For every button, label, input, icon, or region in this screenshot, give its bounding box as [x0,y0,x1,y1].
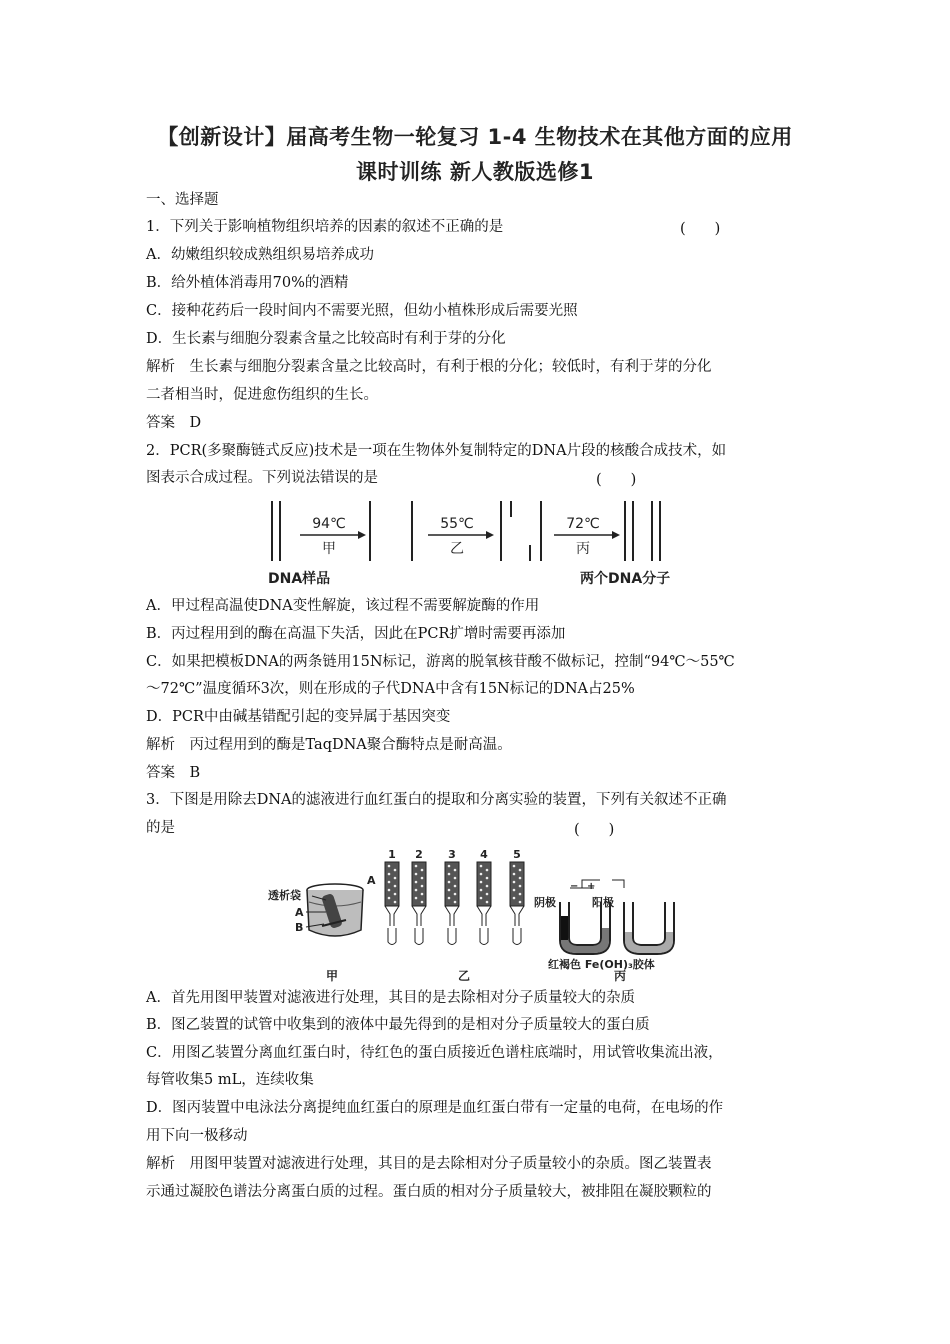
cathode-label: 阴极 [534,896,556,909]
caption-bing: 丙 [613,969,627,983]
dialysis-bag-label: 透析袋 [268,889,301,902]
column-number: 1 [388,848,396,861]
q3-answer-paren: ( ) [574,822,615,838]
q2-answer-paren: ( ) [596,472,637,488]
q3-analysis-line2: 示通过凝胶色谱法分离蛋白质的过程。蛋白质的相对分子质量较大，被排阻在凝胶颗粒的 [146,1184,712,1200]
anode-label: 阳极 [592,896,614,909]
chromatography-column [510,848,524,945]
pcr-temp-1: 94℃ [312,516,346,532]
plus-sign: + [587,881,596,892]
caption-jia: 甲 [325,969,339,983]
pcr-temp-2: 55℃ [440,516,474,532]
q1-option-a: A．幼嫩组织较成熟组织易培养成功 [146,247,374,263]
q2-stem-line2: 图表示合成过程。下列说法错误的是 [146,470,378,486]
colloid-label: 红褐色 Fe(OH)₃胶体 [548,958,655,971]
pcr-step-3: 丙 [576,541,590,557]
column-label-a: A [367,874,376,887]
q2-option-c-line2: ～72℃”温度循环3次，则在形成的子代DNA中含有15N标记的DNA占25% [146,681,635,697]
q3-stem-line1: 3．下图是用除去DNA的滤液进行血红蛋白的提取和分离实验的装置，下列有关叙述不正确 [146,792,727,808]
label-a: A [295,906,304,919]
q1-option-b: B．给外植体消毒用70%的酒精 [146,275,349,291]
q3-analysis-line1: 解析 用图甲装置对滤液进行处理，其目的是去除相对分子质量较小的杂质。图乙装置表 [146,1156,712,1172]
q1-answer-paren: ( ) [680,221,721,237]
q1-analysis-line2: 二者相当时，促进愈伤组织的生长。 [146,387,378,403]
column-number: 4 [480,848,488,861]
q3-option-c-line1: C．用图乙装置分离血红蛋白时，待红色的蛋白质接近色谱柱底端时，用试管收集流出液， [146,1045,723,1061]
doc-title-line1: 【创新设计】届高考生物一轮复习 1-4 生物技术在其他方面的应用 [157,125,793,149]
q3-option-b: B．图乙装置的试管中收集到的液体中最先得到的是相对分子质量较大的蛋白质 [146,1017,650,1033]
chromatography-column [412,848,426,945]
q1-stem: 1．下列关于影响植物组织培养的因素的叙述不正确的是 [146,219,504,235]
chromatography-column [445,848,459,945]
arrow-icon [612,531,620,539]
q3-option-a: A．首先用图甲装置对滤液进行处理，其目的是去除相对分子质量较大的杂质 [146,990,635,1006]
pcr-step-2: 乙 [450,541,464,557]
q2-option-a: A．甲过程高温使DNA变性解旋，该过程不需要解旋酶的作用 [146,598,540,614]
q2-stem-line1: 2．PCR(多聚酶链式反应)技术是一项在生物体外复制特定的DNA片段的核酸合成技术，如 [146,443,727,459]
arrow-icon [486,531,494,539]
chromatography-columns [385,848,524,945]
doc-title-line2: 课时训练 新人教版选修1 [356,160,594,184]
dna-sample-label: DNA样品 [268,571,331,587]
chromatography-column [385,848,399,945]
hemoglobin-apparatus-figure [264,844,696,984]
q1-answer: 答案 D [146,415,202,431]
two-dna-label: 两个DNA分子 [580,571,671,587]
q1-analysis-line1: 解析 生长素与细胞分裂素含量之比较高时，有利于根的分化；较低时，有利于芽的分化 [146,359,712,375]
label-b: B [295,921,304,934]
column-number: 2 [415,848,423,861]
pcr-step-1: 甲 [322,541,336,557]
minus-sign: − [570,881,579,892]
q3-option-c-line2: 每管收集5 mL，连续收集 [146,1072,314,1088]
column-number: 3 [448,848,456,861]
q3-stem-line2: 的是 [146,820,175,836]
q2-option-c-line1: C．如果把模板DNA的两条链用15N标记，游离的脱氧核苷酸不做标记，控制“94℃～55℃ [146,654,735,670]
chromatography-column [477,848,491,945]
q3-option-d-line1: D．图丙装置中电泳法分离提纯血红蛋白的原理是血红蛋白带有一定量的电荷，在电场的作 [146,1100,724,1116]
column-number: 5 [513,848,521,861]
q2-option-d: D．PCR中由碱基错配引起的变异属于基因突变 [146,709,451,725]
q1-option-d: D．生长素与细胞分裂素含量之比较高时有利于芽的分化 [146,331,506,347]
pcr-temp-3: 72℃ [566,516,600,532]
section-heading: 一、选择题 [146,192,219,208]
q2-answer: 答案 B [146,765,201,781]
q3-option-d-line2: 用下向一极移动 [146,1128,248,1144]
pcr-process-figure [258,495,688,595]
dialysis-beaker [307,884,363,936]
arrow-icon [358,531,366,539]
q2-option-b: B．丙过程用到的酶在高温下失活，因此在PCR扩增时需要再添加 [146,626,566,642]
q1-option-c: C．接种花药后一段时间内不需要光照，但幼小植株形成后需要光照 [146,303,578,319]
caption-yi: 乙 [457,969,471,983]
q2-analysis: 解析 丙过程用到的酶是TaqDNA聚合酶特点是耐高温。 [146,737,512,753]
